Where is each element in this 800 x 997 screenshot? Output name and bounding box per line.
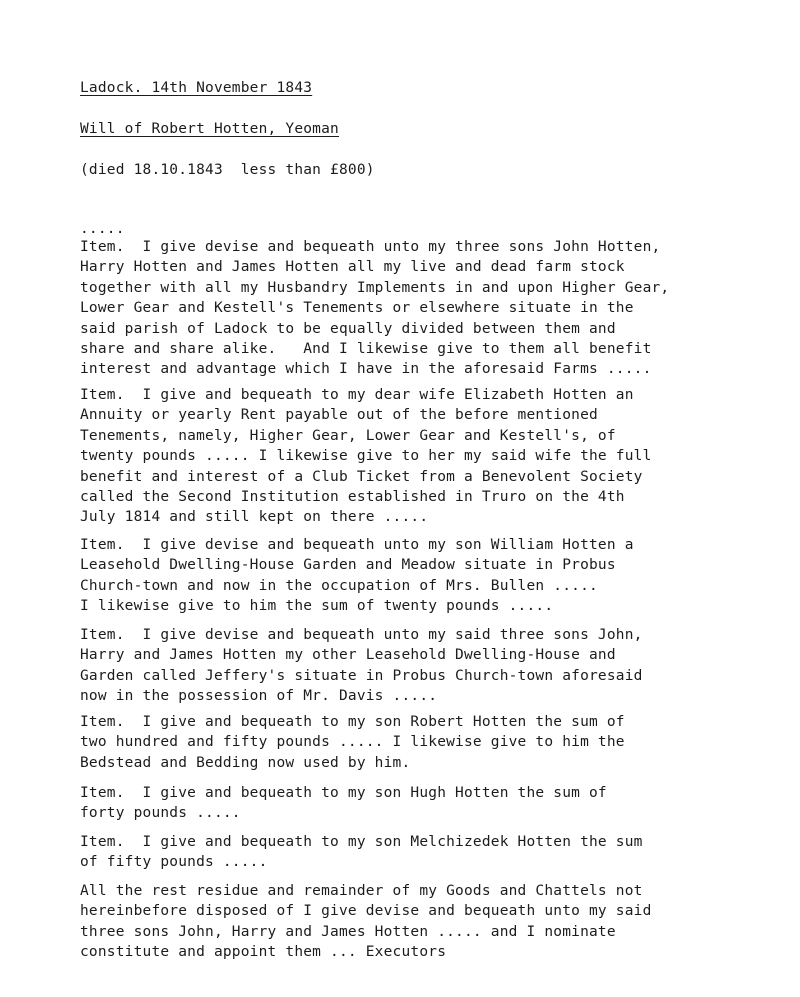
text-line: Item. I give and bequeath to my son Robert Hotten the sum of (80, 714, 625, 730)
text-line: three sons John, Harry and James Hotten ..... and I nominate (80, 923, 616, 940)
text-line: Item. I give devise and bequeath unto my said three sons John, (80, 627, 643, 643)
text-line: Bedstead and Bedding now used by him. (80, 754, 411, 771)
text-line: now in the possession of Mr. Davis ..... (80, 688, 438, 705)
text-line: constitute and appoint them ... Executors (80, 944, 447, 961)
text-line: Leasehold Dwelling-House Garden and Meadow situate in Probus (80, 557, 616, 574)
text-line: Annuity or yearly Rent payable out of the before mentioned (80, 407, 598, 424)
text-line: hereinbefore disposed of I give devise and bequeath unto my said (80, 903, 652, 920)
text-line: of fifty pounds ..... (80, 854, 268, 871)
will-title: Will of Robert Hotten, Yeoman (80, 121, 339, 137)
text-line: Item. I give and bequeath to my son Hugh Hotten the sum of (80, 785, 607, 801)
text-line: Harry Hotten and James Hotten all my live and dead farm stock (80, 259, 625, 276)
paragraph-item-1 (80, 237, 780, 380)
place-date-heading: Ladock. 14th November 1843 (80, 80, 313, 96)
text-line: Harry and James Hotten my other Leasehold Dwelling-House and (80, 647, 616, 664)
text-line: called the Second Institution established in Truro on the 4th (80, 488, 625, 505)
text-line: Tenements, namely, Higher Gear, Lower Gear and Kestell's, of (80, 427, 616, 444)
text-line: interest and advantage which I have in the aforesaid Farms ..... (80, 361, 652, 378)
text-line: together with all my Husbandry Implements in and upon Higher Gear, (80, 279, 670, 296)
paragraph-item-3 (80, 535, 780, 617)
text-line: benefit and interest of a Club Ticket from a Benevolent Society (80, 468, 643, 485)
text-line: All the rest residue and remainder of my Goods and Chattels not (80, 883, 643, 899)
paragraph-item-6 (80, 783, 780, 824)
text-line: forty pounds ..... (80, 805, 241, 822)
text-line: Item. I give devise and bequeath unto my son William Hotten a (80, 537, 634, 553)
text-line: Garden called Jeffery's situate in Probus Church-town aforesaid (80, 667, 643, 684)
paragraph-item-7 (80, 832, 780, 873)
text-line: Item. I give and bequeath to my son Melchizedek Hotten the sum (80, 834, 643, 850)
text-line: July 1814 and still kept on there ..... (80, 509, 429, 526)
text-line: Item. I give devise and bequeath unto my three sons John Hotten, (80, 239, 661, 255)
text-line: Item. I give and bequeath to my dear wife Elizabeth Hotten an (80, 387, 634, 403)
paragraph-residue (80, 881, 780, 963)
paragraph-item-2 (80, 385, 780, 528)
text-line: Lower Gear and Kestell's Tenements or elsewhere situate in the (80, 300, 634, 317)
text-line: two hundred and fifty pounds ..... I likewise give to him the (80, 734, 625, 751)
paragraph-item-5 (80, 712, 780, 773)
opening-ellipsis: ..... (80, 221, 125, 237)
text-line: Church-town and now in the occupation of Mrs. Bullen ..... (80, 577, 598, 594)
text-line: said parish of Ladock to be equally divided between them and (80, 320, 616, 337)
death-note: (died 18.10.1843 less than £800) (80, 162, 375, 178)
text-line: share and share alike. And I likewise give to them all benefit (80, 340, 652, 357)
text-line: twenty pounds ..... I likewise give to her my said wife the full (80, 448, 652, 465)
paragraph-item-4 (80, 625, 780, 707)
text-line: I likewise give to him the sum of twenty pounds ..... (80, 598, 554, 615)
